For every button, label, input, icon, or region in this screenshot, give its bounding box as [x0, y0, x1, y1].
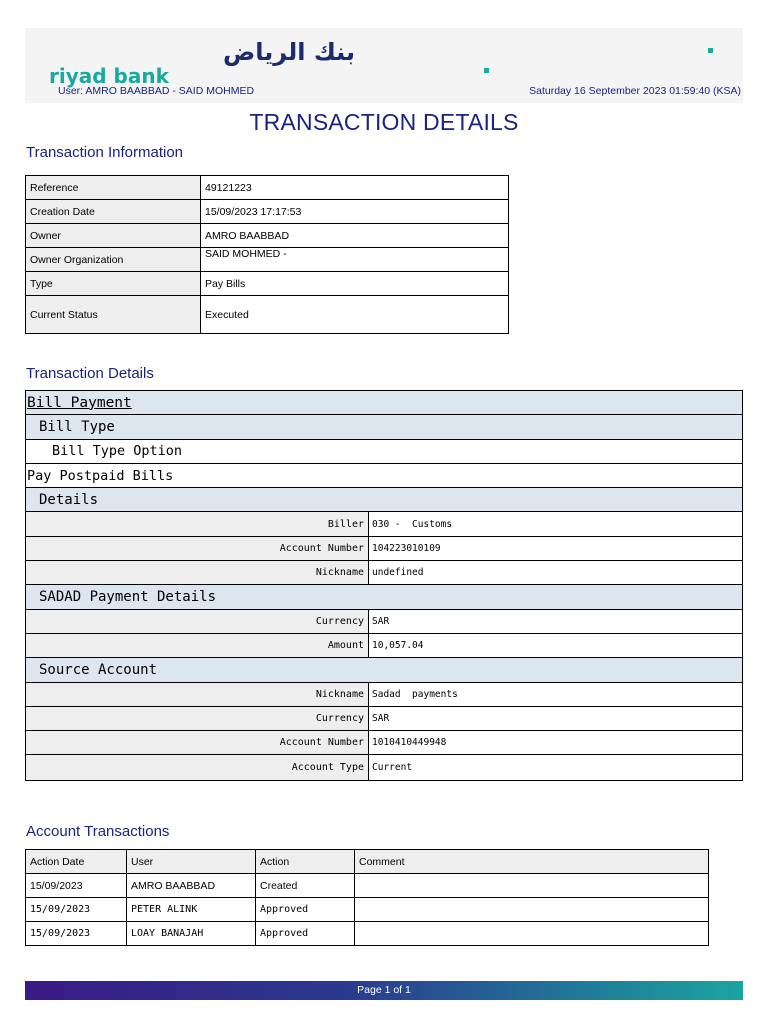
transaction-details-panel: [25, 390, 743, 781]
source-row-currency: [26, 707, 742, 731]
brand-dot-decoration: [708, 48, 713, 53]
field-label: Amount: [26, 634, 369, 657]
page-footer: [25, 981, 743, 1000]
cell-action: Approved: [256, 898, 355, 922]
field-value: SAR: [369, 610, 742, 633]
field-label: Account Number: [26, 537, 369, 560]
source-row-account-number: [26, 731, 742, 755]
sadad-row-currency: [26, 610, 742, 634]
field-label: Owner: [26, 224, 201, 248]
cell-action: Approved: [256, 922, 355, 946]
logo-latin-text: riyad bank: [49, 64, 169, 88]
cell-comment: [355, 874, 709, 898]
cell-action-date: 15/09/2023: [26, 922, 127, 946]
field-label: Creation Date: [26, 200, 201, 224]
table-row: [26, 898, 709, 922]
field-value: 10,057.04: [369, 634, 742, 657]
page-header: [25, 28, 743, 103]
field-label: Account Number: [26, 731, 369, 754]
riyad-bank-logo: [49, 36, 355, 88]
field-value: undefined: [369, 561, 742, 584]
field-value: Sadad payments: [369, 683, 742, 706]
cell-action-date: 15/09/2023: [26, 874, 127, 898]
table-row: [26, 200, 509, 224]
field-value: 15/09/2023 17:17:53: [201, 200, 509, 224]
detail-row-account-number: [26, 537, 742, 561]
field-value: 1010410449948: [369, 731, 742, 754]
field-value: AMRO BAABBAD: [201, 224, 509, 248]
cell-comment: [355, 898, 709, 922]
logo-arabic-text: بنك الرياض: [223, 38, 355, 66]
details-heading: Details: [26, 488, 742, 512]
cell-comment: [355, 922, 709, 946]
bill-type-heading: Bill Type: [26, 415, 742, 439]
field-label: Biller: [26, 512, 369, 535]
table-row: [26, 874, 709, 898]
field-value: Executed: [201, 296, 509, 334]
bill-type-value: Pay Postpaid Bills: [26, 464, 742, 488]
column-header: User: [127, 850, 256, 874]
field-value: Pay Bills: [201, 272, 509, 296]
table-row: [26, 224, 509, 248]
field-label: Nickname: [26, 683, 369, 706]
section-title-account-transactions: Account Transactions: [26, 823, 170, 840]
column-header: Comment: [355, 850, 709, 874]
bill-type-option-heading: Bill Type Option: [26, 440, 742, 464]
table-row: [26, 296, 509, 334]
column-header: Action Date: [26, 850, 127, 874]
field-value: Current: [369, 755, 742, 779]
field-value: SAID MOHMED -: [201, 248, 509, 272]
column-header: Action: [256, 850, 355, 874]
cell-action-date: 15/09/2023: [26, 898, 127, 922]
section-title-transaction-details: Transaction Details: [26, 365, 154, 382]
field-value: 030 - Customs: [369, 512, 742, 535]
timestamp: Saturday 16 September 2023 01:59:40 (KSA): [529, 85, 741, 97]
user-info: User: AMRO BAABBAD - SAID MOHMED: [58, 85, 255, 97]
sadad-row-amount: [26, 634, 742, 658]
field-label: Account Type: [26, 755, 369, 779]
field-label: Currency: [26, 610, 369, 633]
cell-user: AMRO BAABBAD: [127, 874, 256, 898]
transaction-information-table: [25, 175, 509, 334]
field-label: Type: [26, 272, 201, 296]
field-label: Reference: [26, 176, 201, 200]
table-row: [26, 922, 709, 946]
field-label: Nickname: [26, 561, 369, 584]
detail-row-nickname: [26, 561, 742, 585]
field-label: Currency: [26, 707, 369, 730]
field-value: 49121223: [201, 176, 509, 200]
cell-action: Created: [256, 874, 355, 898]
table-row: [26, 248, 509, 272]
field-value: SAR: [369, 707, 742, 730]
bill-payment-heading: Bill Payment: [26, 391, 742, 415]
field-label: Current Status: [26, 296, 201, 334]
detail-row-biller: [26, 512, 742, 536]
sadad-payment-details-heading: SADAD Payment Details: [26, 585, 742, 609]
brand-dot-decoration: [484, 68, 489, 73]
account-transactions-table: [25, 849, 709, 946]
source-row-account-type: [26, 755, 742, 779]
field-label: Owner Organization: [26, 248, 201, 272]
page-number: Page 1 of 1: [357, 984, 411, 996]
cell-user: LOAY BANAJAH: [127, 922, 256, 946]
source-account-heading: Source Account: [26, 658, 742, 682]
table-header-row: [26, 850, 709, 874]
field-value: 104223010109: [369, 537, 742, 560]
table-row: [26, 176, 509, 200]
page-title: TRANSACTION DETAILS: [249, 109, 519, 135]
source-row-nickname: [26, 683, 742, 707]
table-row: [26, 272, 509, 296]
section-title-transaction-information: Transaction Information: [26, 144, 184, 161]
cell-user: PETER ALINK: [127, 898, 256, 922]
